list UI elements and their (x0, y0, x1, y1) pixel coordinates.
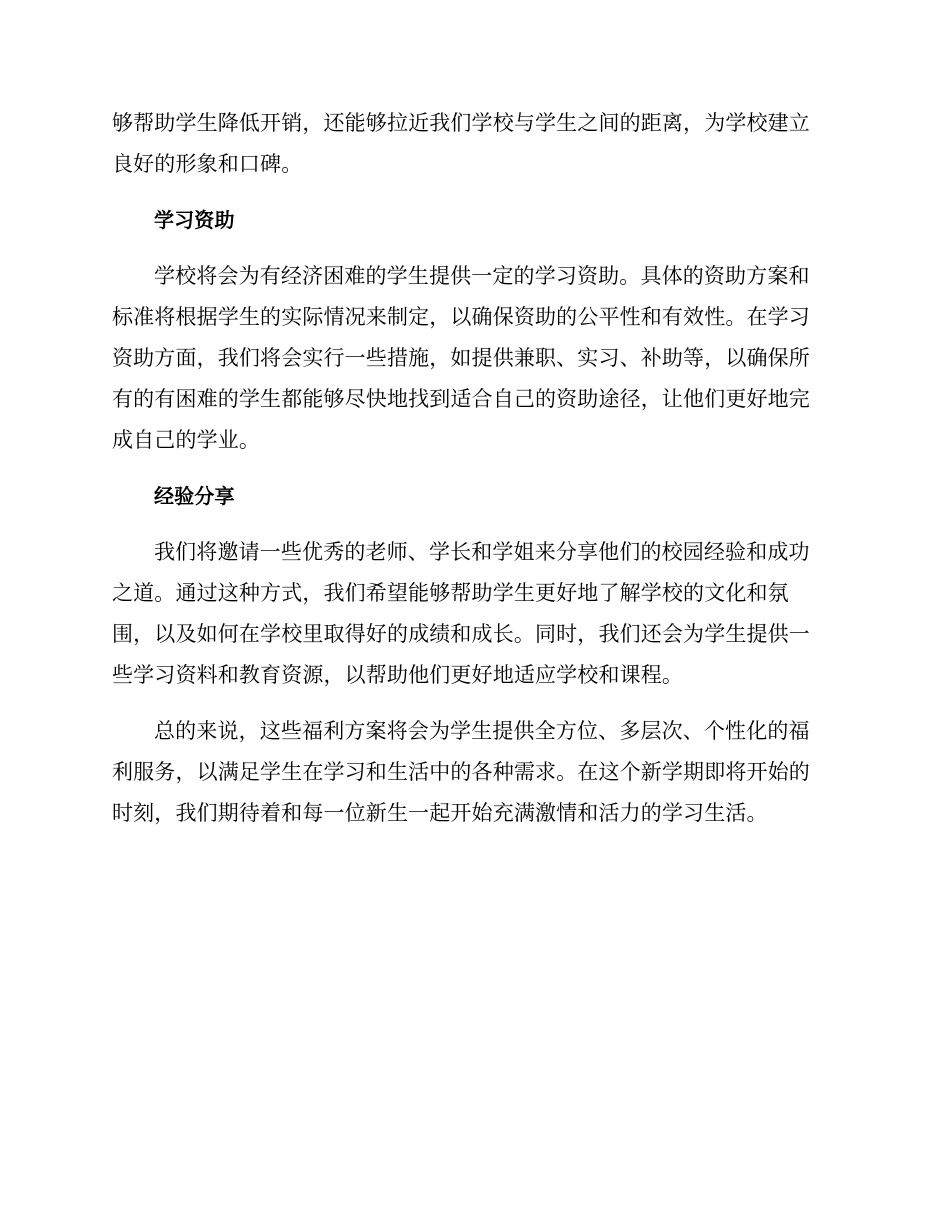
text-line: 良好的形象和口碑。 (112, 152, 303, 176)
text-line: 些学习资料和教育资源，以帮助他们更好地适应学校和课程。 (112, 663, 684, 687)
paragraph-continued (112, 103, 830, 185)
paragraph-experience (112, 532, 830, 696)
paragraph-conclusion (112, 711, 830, 834)
text-line: 围，以及如何在学校里取得好的成绩和成长。同时，我们还会为学生提供一 (112, 622, 810, 646)
text-line: 利服务，以满足学生在学习和生活中的各种需求。在这个新学期即将开始的 (112, 760, 810, 784)
text-line: 有的有困难的学生都能够尽快地找到适合自己的资助途径，让他们更好地完 (112, 387, 810, 411)
paragraph-study-aid (112, 256, 830, 461)
text-line: 学校将会为有经济困难的学生提供一定的学习资助。具体的资助方案和 (154, 264, 810, 288)
text-line: 之道。通过这种方式，我们希望能够帮助学生更好地了解学校的文化和氛 (112, 581, 789, 605)
section-heading-experience: 经验分享 (154, 484, 235, 508)
document-page (112, 103, 830, 834)
text-line: 成自己的学业。 (112, 428, 261, 452)
text-line: 总的来说，这些福利方案将会为学生提供全方位、多层次、个性化的福 (154, 719, 810, 743)
text-line: 资助方面，我们将会实行一些措施，如提供兼职、实习、补助等，以确保所 (112, 346, 810, 370)
text-line: 够帮助学生降低开销，还能够拉近我们学校与学生之间的距离，为学校建立 (112, 111, 810, 135)
text-line: 我们将邀请一些优秀的老师、学长和学姐来分享他们的校园经验和成功 (154, 540, 810, 564)
text-line: 时刻，我们期待着和每一位新生一起开始充满激情和活力的学习生活。 (112, 801, 768, 825)
text-line: 标准将根据学生的实际情况来制定，以确保资助的公平性和有效性。在学习 (112, 305, 810, 329)
section-heading-study-aid: 学习资助 (154, 208, 235, 232)
